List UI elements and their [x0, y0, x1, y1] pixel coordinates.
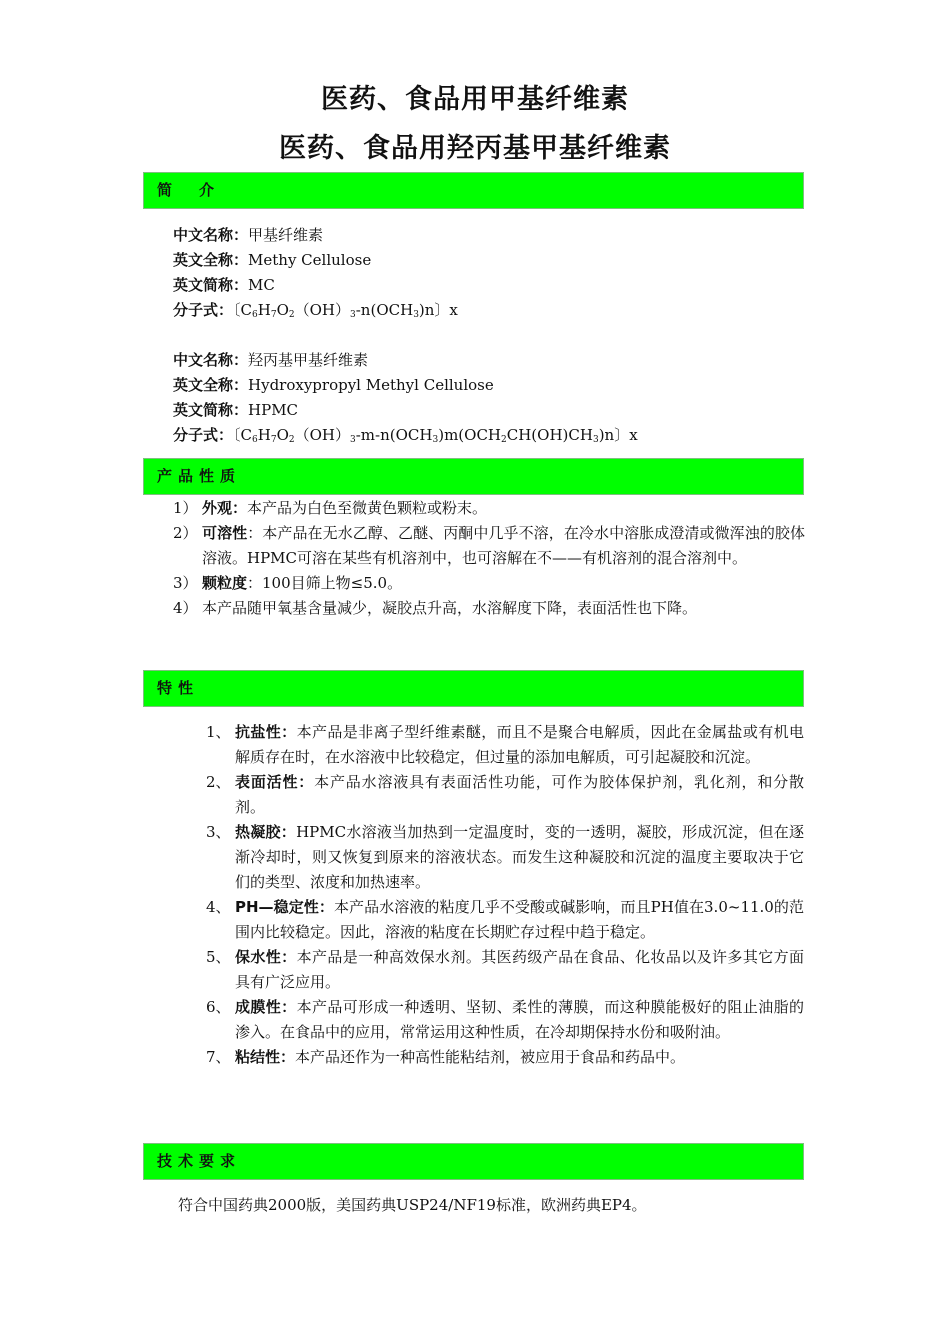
tech-requirements-text: 符合中国药典2000版，美国药典USP24/NF19标准，欧洲药典EP4。: [178, 1196, 647, 1214]
item-label: 表面活性：: [235, 773, 315, 791]
hpmc-en-short-row: [173, 398, 638, 423]
list-item: [206, 1045, 804, 1070]
section-header-features: 特性: [143, 670, 804, 707]
item-text: 本产品是非离子型纤维素醚，而且不是聚合电解质，因此在金属盐或有机电解质存在时，在水溶液中比较稳定，但过量的添加电解质，可引起凝胶和沉淀。: [235, 723, 804, 766]
mc-formula-value: 〔$C_6H_7O_2(OH)_3-n(OCH_3)n$〕x: [233, 301, 458, 320]
page-title: 医药、食品用甲基纤维素: [321, 84, 629, 115]
mc-en-full-value: Methy Cellulose: [248, 251, 372, 269]
item-text: 本产品为白色至微黄色颗粒或粉末。: [247, 499, 488, 517]
item-number: 1）: [173, 499, 198, 517]
page-subtitle: 医药、食品用羟丙基甲基纤维素: [279, 133, 671, 164]
item-number: 4、: [206, 898, 231, 916]
list-item: [206, 945, 804, 995]
list-item: [173, 496, 805, 521]
label-formula: 分子式：: [173, 301, 234, 319]
list-item: [173, 521, 805, 571]
list-item: [173, 571, 805, 596]
item-label: 成膜性：: [235, 998, 297, 1016]
item-text: 本产品水溶液的粘度几乎不受酸或碱影响，而且PH值在3.0~11.0的范围内比较稳定。因此，溶液的粘度在长期贮存过程中趋于稳定。: [235, 898, 804, 941]
item-number: 1、: [206, 723, 231, 741]
mc-info: [173, 223, 458, 323]
item-label: 保水性：: [235, 948, 297, 966]
item-text: 本产品可形成一种透明、坚韧、柔性的薄膜，而这种膜能极好的阻止油脂的渗入。在食品中的应用，常常运用这种性质，在冷却期保持水份和吸附油。: [235, 998, 804, 1041]
item-number: 3、: [206, 823, 231, 841]
mc-en-full-row: [173, 248, 458, 273]
label-en-full: 英文全称：: [173, 376, 249, 394]
item-number: 3）: [173, 574, 198, 592]
hpmc-formula-row: [173, 423, 638, 448]
item-number: 2、: [206, 773, 231, 791]
hpmc-en-short-value: HPMC: [248, 401, 299, 419]
mc-formula-row: [173, 298, 458, 323]
hpmc-info: [173, 348, 638, 448]
item-number: 5、: [206, 948, 231, 966]
item-text: ：100目筛上物≤5.0。: [247, 574, 403, 592]
mc-en-short-row: [173, 273, 458, 298]
section-header-tech: 技术要求: [143, 1143, 804, 1180]
section-header-properties: 产品性质: [143, 458, 804, 495]
item-text: 本产品是一种高效保水剂。其医药级产品在食品、化妆品以及许多其它方面具有广泛应用。: [235, 948, 804, 991]
list-item: [206, 995, 804, 1045]
hpmc-cn-row: [173, 348, 638, 373]
item-label: 可溶性: [202, 524, 248, 542]
item-number: 2）: [173, 524, 198, 542]
label-en-short: 英文简称：: [173, 276, 249, 294]
label-en-short: 英文简称：: [173, 401, 249, 419]
hpmc-en-full-value: Hydroxypropyl Methyl Cellulose: [248, 376, 494, 394]
item-label: 外观：: [202, 499, 248, 517]
mc-en-short-value: MC: [248, 276, 275, 294]
item-number: 4）: [173, 599, 198, 617]
properties-list: [173, 496, 805, 621]
hpmc-cn-value: 羟丙基甲基纤维素: [248, 351, 369, 369]
mc-cn-value: 甲基纤维素: [248, 226, 324, 244]
list-item: [206, 820, 804, 895]
hpmc-formula-value: 〔$C_6H_7O_2(OH)_3-m-n(OCH_3)m(OCH_2CH(OH)CH_3)n$〕x: [233, 426, 638, 445]
label-formula: 分子式：: [173, 426, 234, 444]
item-label: 粘结性：: [235, 1048, 296, 1066]
label-cn-name: 中文名称：: [173, 226, 249, 244]
item-label: 颗粒度: [202, 574, 248, 592]
item-text: 本产品随甲氧基含量减少，凝胶点升高，水溶解度下降，表面活性也下降。: [202, 599, 698, 617]
item-number: 7、: [206, 1048, 231, 1066]
section-header-intro: 简 介: [143, 172, 804, 209]
item-label: PH—稳定性：: [235, 898, 334, 916]
hpmc-en-full-row: [173, 373, 638, 398]
item-label: 抗盐性：: [235, 723, 297, 741]
list-item: [206, 895, 804, 945]
list-item: [173, 596, 805, 621]
list-item: [206, 720, 804, 770]
label-cn-name: 中文名称：: [173, 351, 249, 369]
item-label: 热凝胶：: [235, 823, 297, 841]
features-list: [206, 720, 804, 1070]
item-text: 本产品水溶液具有表面活性功能，可作为胶体保护剂，乳化剂，和分散剂。: [235, 773, 804, 816]
item-number: 6、: [206, 998, 231, 1016]
item-text: 本产品还作为一种高性能粘结剂，被应用于食品和药品中。: [295, 1048, 686, 1066]
item-text: HPMC水溶液当加热到一定温度时，变的一透明，凝胶，形成沉淀，但在逐渐冷却时，则又恢复到原来的溶液状态。而发生这种凝胶和沉淀的温度主要取决于它们的类型、浓度和加热速率。: [235, 823, 804, 891]
item-text: ：本产品在无水乙醇、乙醚、丙酮中几乎不溶，在冷水中溶胀成澄清或微浑浊的胶体溶液。HPMC可溶在某些有机溶剂中，也可溶解在不——有机溶剂的混合溶剂中。: [202, 524, 805, 567]
label-en-full: 英文全称：: [173, 251, 249, 269]
mc-cn-row: [173, 223, 458, 248]
list-item: [206, 770, 804, 820]
